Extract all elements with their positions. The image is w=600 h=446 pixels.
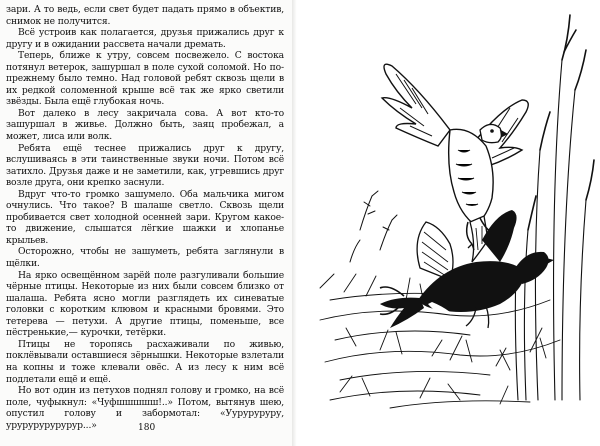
paragraph: Теперь, ближе к утру, совсем посвежело. С востока потянул ветерок, зашуршал в поле сухой соломой. Но по-прежнему было темно. Над головой ребят сквозь щели в их редкой соломенной крыше всё так же ярко светили звёзды. Была ещё глубокая ночь. bbox=[6, 50, 284, 108]
reed-heads bbox=[528, 15, 594, 230]
paragraph: Осторожно, чтобы не зашуметь, ребята заглянули в щёлки. bbox=[6, 246, 284, 270]
book-gutter bbox=[292, 0, 300, 446]
paragraph: Ребята ещё теснее прижались друг к другу, вслушиваясь в эти таинственные звуки ночи. Потом всё затихло. Друзья даже и не заметили, как, угревшись друг возле друга, они крепко заснули. bbox=[6, 142, 284, 189]
page-number: 180 bbox=[138, 423, 156, 433]
paragraph: Вот далеко в лесу закричала сова. А вот кто-то зашуршал в живье. Должно быть, заяц пробежал, а может, лиса или волк. bbox=[6, 107, 284, 143]
hawk-and-grouse-illustration bbox=[300, 0, 600, 446]
paragraph: Птицы не торопясь расхаживали по живью, поклёвывали оставшиеся зёрнышки. Некоторые взлетали на копны и тоже клевали овёс. А из лесу к ним всё подлетали ещё и ещё. bbox=[6, 338, 284, 385]
paragraph: На ярко освещённом зарёй поле разгуливали большие чёрные птицы. Некоторые из них были совсем близко от шалаша. Ребята ясно могли разглядеть их синеватые головки с коротким клювом и красными бровями. Это тетерева — петухи. А другие птицы, поменьше, все пёстренькие,— курочки, тетёрки. bbox=[6, 269, 284, 339]
left-page bbox=[0, 0, 292, 446]
story-text bbox=[6, 4, 284, 431]
right-page bbox=[300, 0, 600, 446]
paragraph: Всё устроив как полагается, друзья прижались друг к другу и в ожидании рассвета начали дремать. bbox=[6, 27, 284, 50]
grass-sprigs-left bbox=[350, 191, 397, 262]
paragraph: Но вот один из петухов поднял голову и громко, на всё поле, чуфыкнул: «Чуфшшшшш!..» Потом, вытянув шею, опустил голову и забормотал: «Ууруруруру, урурурурурурур...» bbox=[6, 385, 284, 431]
paragraph: зари. А то ведь, если свет будет падать прямо в объектив, снимок не получится. bbox=[6, 4, 284, 27]
paragraph: Вдруг что-то громко зашумело. Оба мальчика мигом очнулись. Что такое? В шалаше светло. Сквозь щели пробивается свет холодной осенней зари. Кругом какое-то движение, слышатся лёгкие шажки и хлопанье крыльев. bbox=[6, 188, 284, 246]
